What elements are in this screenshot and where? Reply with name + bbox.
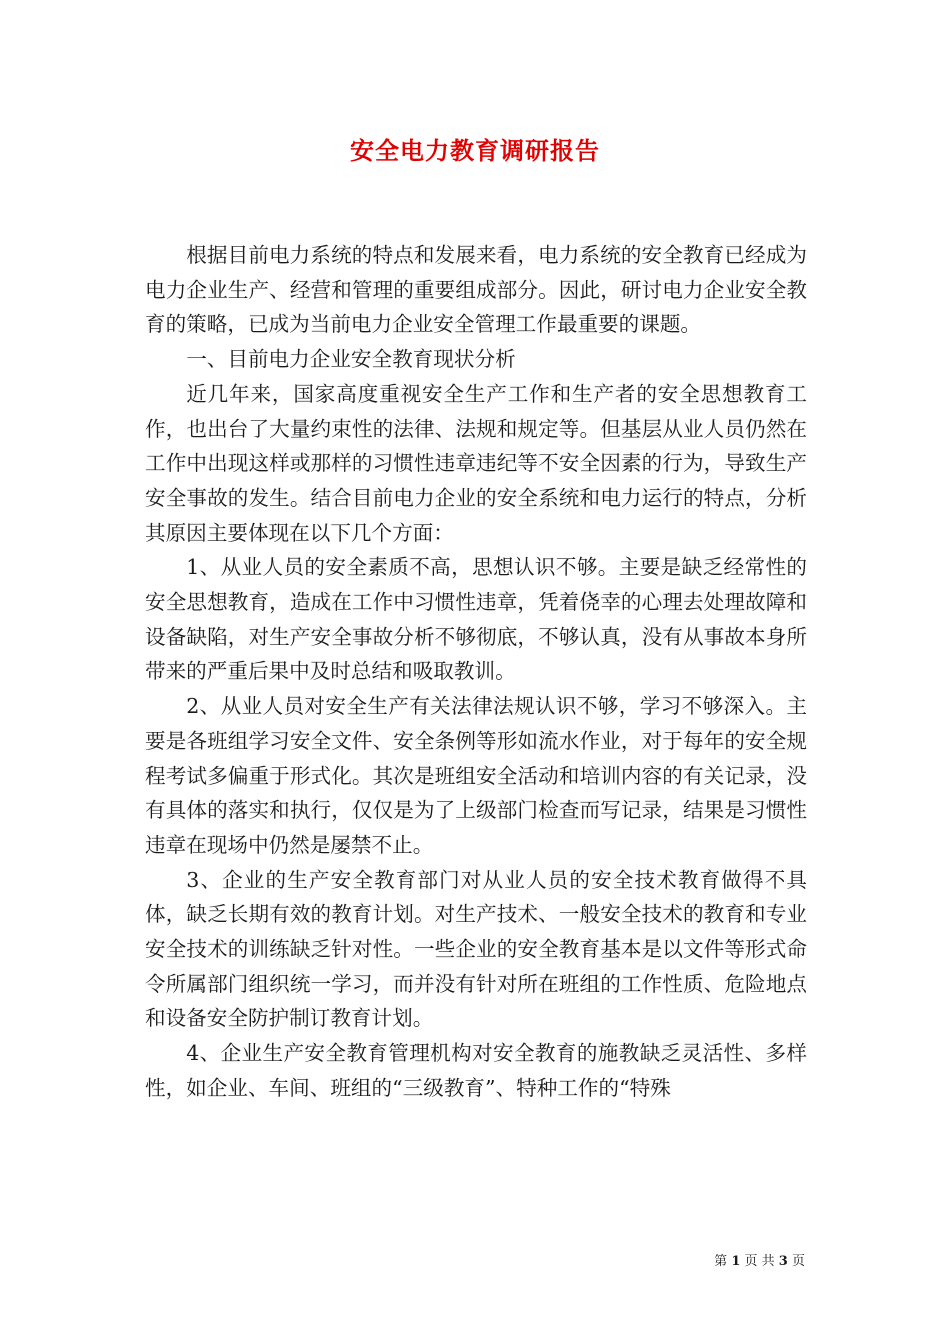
document-title: 安全电力教育调研报告	[350, 136, 600, 165]
total-pages: 3	[778, 1254, 788, 1269]
paragraph-point-3: 3、企业的生产安全教育部门对从业人员的安全技术教育做得不具体，缺乏长期有效的教育计划。对生产技术、一般安全技术的教育和专业安全技术的训练缺乏针对性。一些企业的安全教育基本是以文件等形式命令所属部门组织统一学习，而并没有针对所在班组的工作性质、危险地点和设备安全防护制订教育计划。	[145, 867, 807, 1031]
page-mid: 页 共	[744, 1254, 775, 1269]
document-body	[145, 238, 807, 1106]
paragraph-point-1: 1、从业人员的安全素质不高，思想认识不够。主要是缺乏经常性的安全思想教育，造成在工作中习惯性违章，凭着侥幸的心理去处理故障和设备缺陷，对生产安全事故分析不够彻底，不够认真，没有从事故本身所带来的严重后果中及时总结和吸取教训。	[145, 555, 807, 684]
current-page: 1	[731, 1254, 741, 1269]
page-suffix: 页	[791, 1254, 805, 1269]
page-prefix: 第	[714, 1254, 728, 1269]
paragraph-point-2: 2、从业人员对安全生产有关法律法规认识不够，学习不够深入。主要是各班组学习安全文件、安全条例等形如流水作业，对于每年的安全规程考试多偏重于形式化。其次是班组安全活动和培训内容的有关记录，没有具体的落实和执行，仅仅是为了上级部门检查而写记录，结果是习惯性违章在现场中仍然是屡禁不止。	[145, 694, 807, 857]
paragraph-overview: 近几年来，国家高度重视安全生产工作和生产者的安全思想教育工作，也出台了大量约束性的法律、法规和规定等。但基层从业人员仍然在工作中出现这样或那样的习惯性违章违纪等不安全因素的行为，导致生产安全事故的发生。结合目前电力企业的安全系统和电力运行的特点，分析其原因主要体现在以下几个方面：	[145, 381, 807, 545]
section-heading: 一、目前电力企业安全教育现状分析	[186, 347, 516, 372]
paragraph-point-4: 4、企业生产安全教育管理机构对安全教育的施教缺乏灵活性、多样性，如企业、车间、班组的“三级教育”、特种工作的“特殊	[145, 1041, 807, 1100]
page-number-footer	[714, 1250, 805, 1269]
paragraph-intro: 根据目前电力系统的特点和发展来看，电力系统的安全教育已经成为电力企业生产、经营和管理的重要组成部分。因此，研讨电力企业安全教育的策略，已成为当前电力企业安全管理工作最重要的课题。	[145, 243, 807, 337]
